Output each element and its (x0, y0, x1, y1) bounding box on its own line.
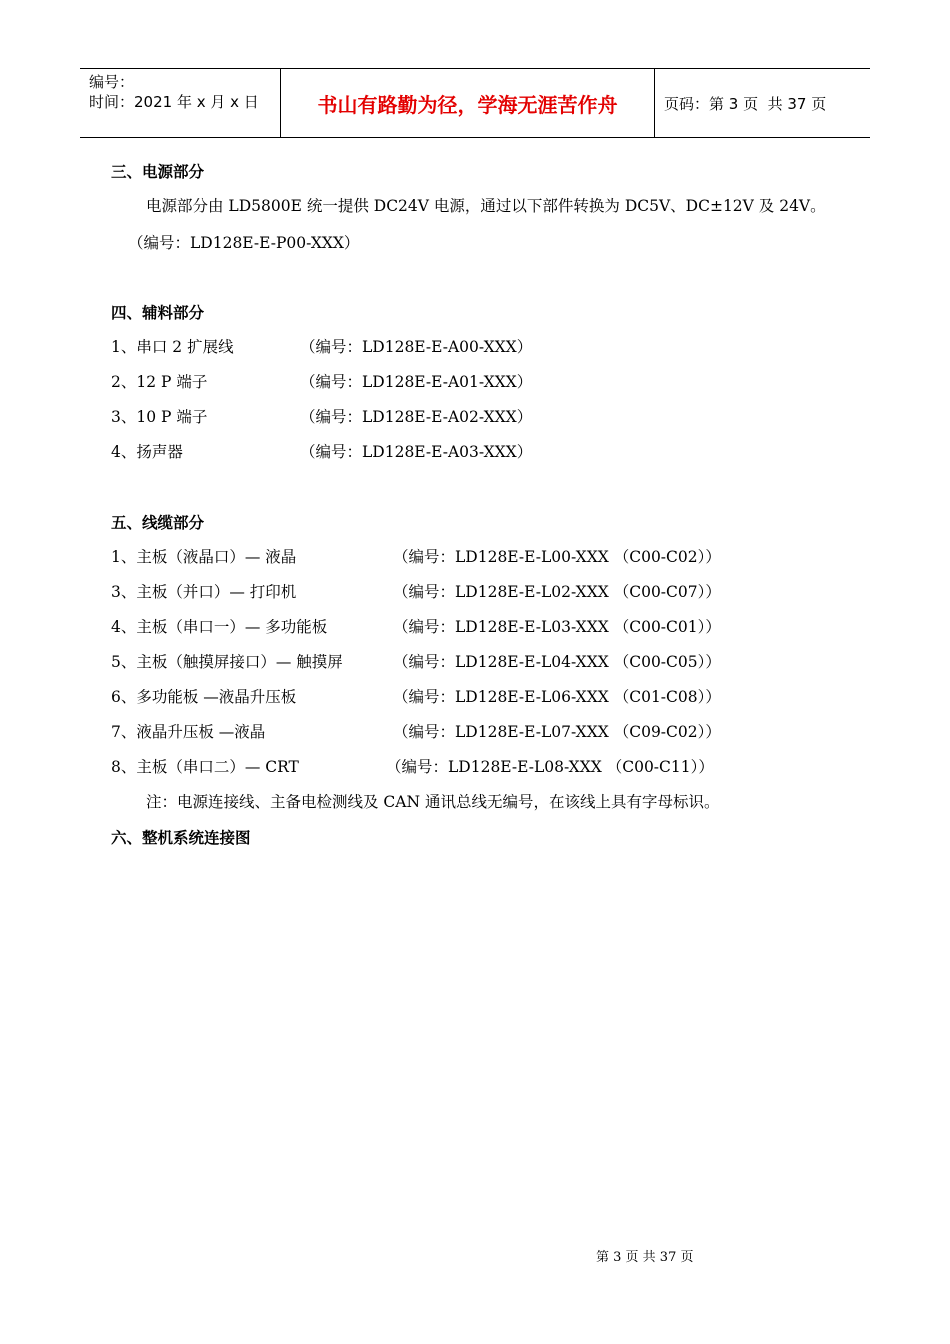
item-name: 8、主板（串口二）— CRT (111, 758, 299, 776)
section3-heading: 三、电源部分 (111, 163, 205, 181)
item-name: 1、串口 2 扩展线 (111, 338, 234, 356)
item-name: 4、扬声器 (111, 443, 183, 461)
item-name: 6、多功能板 —液晶升压板 (111, 688, 297, 706)
item-code: （编号：LD128E-E-L07-XXX （C09-C02）） (393, 723, 721, 741)
item-code: （编号：LD128E-E-A03-XXX） (300, 443, 533, 461)
item-code: （编号：LD128E-E-L08-XXX （C00-C11）） (386, 758, 714, 776)
item-code: （编号：LD128E-E-L06-XXX （C01-C08）） (393, 688, 721, 706)
item-name: 5、主板（触摸屏接口）— 触摸屏 (111, 653, 343, 671)
time-label: 时间：2021 年 x 月 x 日 (89, 93, 259, 111)
item-name: 3、主板（并口）— 打印机 (111, 583, 297, 601)
item-code: （编号：LD128E-E-L00-XXX （C00-C02）） (393, 548, 721, 566)
item-name: 1、主板（液晶口）— 液晶 (111, 548, 297, 566)
section3-code: （编号：LD128E-E-P00-XXX） (128, 234, 360, 252)
list-item (111, 337, 533, 357)
item-code: （编号：LD128E-E-L03-XXX （C00-C01）） (393, 618, 721, 636)
section6-heading: 六、整机系统连接图 (111, 829, 251, 847)
list-item (111, 372, 533, 392)
page-header (80, 68, 870, 138)
header-motto: 书山有路勤为径，学海无涯苦作舟 (281, 69, 655, 137)
item-code: （编号：LD128E-E-A02-XXX） (300, 408, 533, 426)
list-item (111, 757, 714, 777)
item-code: （编号：LD128E-E-L04-XXX （C00-C05）） (393, 653, 721, 671)
section5-heading: 五、线缆部分 (111, 514, 205, 532)
list-item (111, 582, 721, 602)
item-name: 2、12 P 端子 (111, 373, 208, 391)
item-name: 3、10 P 端子 (111, 408, 208, 426)
list-item (111, 652, 721, 672)
section3-paragraph: 电源部分由 LD5800E 统一提供 DC24V 电源，通过以下部件转换为 DC5V、DC±12V 及 24V。 (146, 197, 826, 215)
header-page-info: 页码：第 3 页 共 37 页 (664, 94, 827, 113)
section5-note: 注：电源连接线、主备电检测线及 CAN 通讯总线无编号，在该线上具有字母标识。 (146, 793, 720, 811)
list-item (111, 547, 721, 567)
page-footer: 第 3 页 共 37 页 (596, 1250, 694, 1265)
list-item (111, 442, 533, 462)
list-item (111, 407, 533, 427)
item-code: （编号：LD128E-E-L02-XXX （C00-C07）） (393, 583, 721, 601)
list-item (111, 687, 721, 707)
item-code: （编号：LD128E-E-A01-XXX） (300, 373, 533, 391)
item-code: （编号：LD128E-E-A00-XXX） (300, 338, 533, 356)
item-name: 4、主板（串口一）— 多功能板 (111, 618, 328, 636)
list-item (111, 722, 721, 742)
section4-heading: 四、辅料部分 (111, 304, 205, 322)
header-meta (80, 69, 281, 137)
item-name: 7、液晶升压板 —液晶 (111, 723, 266, 741)
code-label: 编号： (89, 73, 135, 91)
list-item (111, 617, 721, 637)
